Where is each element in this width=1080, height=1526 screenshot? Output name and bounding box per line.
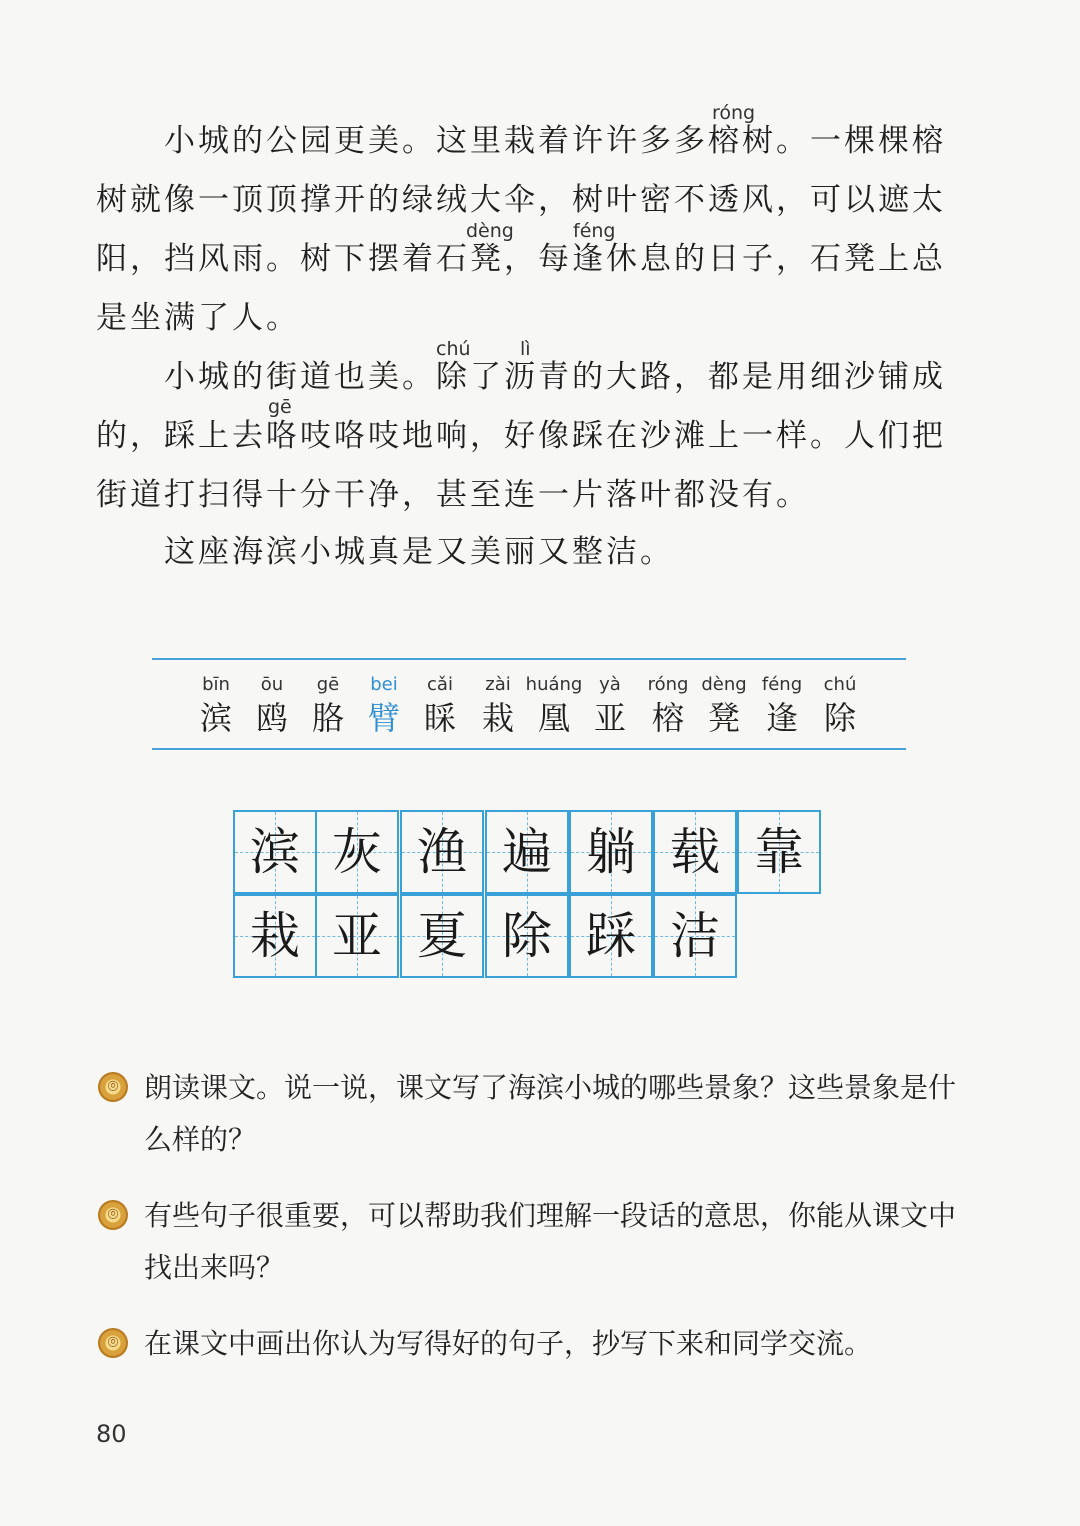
vocab-char: 榕 bbox=[651, 699, 684, 737]
paragraph-park-text: 小城的公园更美。这里栽着许许多多榕树。一棵棵榕树就像一顶顶撑开的绿绒大伞，树叶密不透风，可以遮太阳，挡风雨。树下摆着石凳，每逢休息的日子，石凳上总是坐满了人。 bbox=[96, 123, 946, 336]
grid-char: 遍 bbox=[502, 823, 552, 881]
grid-cell bbox=[485, 894, 569, 978]
paragraph-summary bbox=[96, 523, 966, 582]
paragraph-street bbox=[96, 348, 966, 525]
vocab-item bbox=[410, 672, 470, 738]
vocab-char: 凰 bbox=[537, 699, 570, 737]
vocab-item-highlighted bbox=[354, 672, 414, 738]
vocab-item bbox=[298, 672, 358, 738]
grid-cell bbox=[485, 810, 569, 894]
exercise-1-text: 朗读课文。说一说，课文写了海滨小城的哪些景象？这些景象是什么样的？ bbox=[144, 1071, 957, 1156]
vocab-pinyin: dèng bbox=[701, 674, 747, 695]
vocab-item bbox=[580, 672, 640, 738]
grid-char: 躺 bbox=[586, 823, 636, 881]
vocab-item bbox=[810, 672, 870, 738]
vocab-char: 臂 bbox=[367, 699, 400, 737]
grid-char: 踩 bbox=[586, 907, 636, 965]
vocab-item bbox=[186, 672, 246, 738]
grid-char: 灰 bbox=[332, 823, 382, 881]
grid-char: 洁 bbox=[670, 907, 720, 965]
vocab-pinyin: ōu bbox=[260, 674, 284, 695]
page-number: 80 bbox=[96, 1420, 127, 1448]
grid-char: 靠 bbox=[754, 823, 804, 881]
paragraph-street-text: 小城的街道也美。除了沥青的大路，都是用细沙铺成的，踩上去咯吱咯吱地响，好像踩在沙滩上一样。人们把街道打扫得十分干净，甚至连一片落叶都没有。 bbox=[96, 359, 946, 513]
vocab-pinyin: féng bbox=[761, 674, 803, 695]
pinyin-annotation-deng: dèng bbox=[466, 220, 514, 242]
vocab-pinyin: chú bbox=[823, 674, 857, 695]
paragraph-park bbox=[96, 112, 966, 348]
exercise-bullet-icon bbox=[98, 1328, 128, 1358]
vocab-item bbox=[694, 672, 754, 738]
pinyin-annotation-feng: féng bbox=[573, 220, 616, 242]
grid-cell bbox=[400, 894, 484, 978]
vocab-item bbox=[524, 672, 584, 738]
vocab-item bbox=[752, 672, 812, 738]
grid-char: 栽 bbox=[250, 907, 300, 965]
pinyin-annotation-chu: chú bbox=[436, 338, 471, 360]
vocab-pinyin: huáng bbox=[525, 674, 583, 695]
vocab-pinyin: zài bbox=[485, 674, 511, 695]
exercise-2-text: 有些句子很重要，可以帮助我们理解一段话的意思，你能从课文中找出来吗？ bbox=[144, 1199, 957, 1284]
vocab-pinyin: róng bbox=[647, 674, 689, 695]
exercise-3-text: 在课文中画出你认为写得好的句子，抄写下来和同学交流。 bbox=[144, 1327, 873, 1360]
vocab-pinyin: gē bbox=[316, 674, 340, 695]
vocab-item bbox=[242, 672, 302, 738]
pinyin-annotation-ge: gē bbox=[268, 396, 292, 418]
vocab-list bbox=[186, 672, 886, 742]
grid-cell bbox=[653, 810, 737, 894]
grid-cell bbox=[653, 894, 737, 978]
vocab-pinyin: bei bbox=[370, 674, 398, 695]
vocab-char: 栽 bbox=[481, 699, 514, 737]
vocab-char: 凳 bbox=[707, 699, 740, 737]
grid-cell bbox=[315, 894, 399, 978]
grid-cell bbox=[315, 810, 399, 894]
grid-cell bbox=[737, 810, 821, 894]
grid-char: 夏 bbox=[417, 907, 467, 965]
vocab-char: 亚 bbox=[593, 699, 626, 737]
vocab-char: 睬 bbox=[423, 699, 456, 737]
vocab-char: 除 bbox=[823, 699, 856, 737]
vocab-char: 鸥 bbox=[255, 699, 288, 737]
vocab-pinyin: cǎi bbox=[427, 674, 453, 695]
grid-cell bbox=[400, 810, 484, 894]
exercise-bullet-icon bbox=[98, 1200, 128, 1230]
grid-char: 渔 bbox=[417, 823, 467, 881]
pinyin-annotation-rong: róng bbox=[712, 102, 756, 124]
grid-cell bbox=[233, 810, 317, 894]
pinyin-annotation-li: lì bbox=[520, 338, 531, 360]
grid-char: 除 bbox=[502, 907, 552, 965]
vocab-pinyin: bīn bbox=[202, 674, 230, 695]
paragraph-summary-text: 这座海滨小城真是又美丽又整洁。 bbox=[164, 534, 674, 570]
grid-cell bbox=[569, 894, 653, 978]
grid-char: 滨 bbox=[250, 823, 300, 881]
vocab-char: 滨 bbox=[199, 699, 232, 737]
vocab-top-rule bbox=[152, 658, 906, 660]
vocab-item bbox=[468, 672, 528, 738]
exercise-bullet-icon bbox=[98, 1072, 128, 1102]
grid-cell bbox=[233, 894, 317, 978]
vocab-char: 胳 bbox=[311, 699, 344, 737]
vocab-item bbox=[638, 672, 698, 738]
grid-char: 载 bbox=[670, 823, 720, 881]
vocab-char: 逢 bbox=[765, 699, 798, 737]
grid-cell bbox=[569, 810, 653, 894]
vocab-pinyin: yà bbox=[599, 674, 621, 695]
grid-char: 亚 bbox=[332, 907, 382, 965]
vocab-bottom-rule bbox=[152, 748, 906, 750]
